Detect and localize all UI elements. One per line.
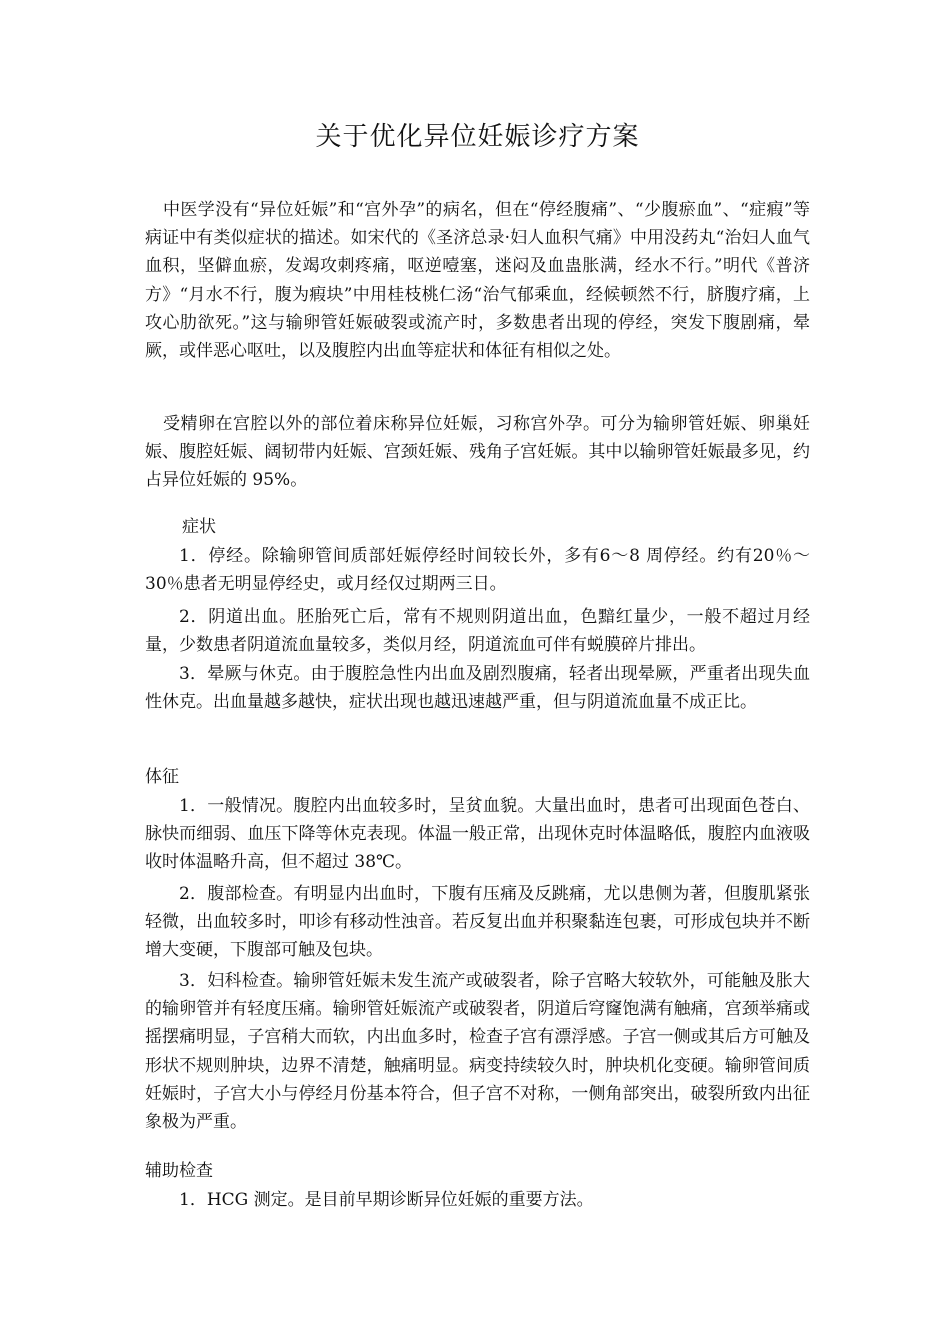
intro-paragraph-2: 受精卵在宫腔以外的部位着床称异位妊娠，习称宫外孕。可分为输卵管妊娠、卵巢妊娠、腹腔妊娠、阔韧带内妊娠、宫颈妊娠、残角子宫妊娠。其中以输卵管妊娠最多见，约占异位妊娠的 95%。 bbox=[145, 414, 810, 491]
sign-item-1: 1．一般情况。腹腔内出血较多时，呈贫血貌。大量出血时，患者可出现面色苍白、脉快而细弱、血压下降等休克表现。体温一般正常，出现休克时体温略低，腹腔内血液吸收时体温略升高，但不超过 38℃。 bbox=[145, 796, 810, 873]
sign-item-2: 2．腹部检查。有明显内出血时，下腹有压痛及反跳痛，尤以患侧为著，但腹肌紧张轻微，出血较多时，叩诊有移动性浊音。若反复出血并积聚黏连包裹，可形成包块并不断增大变硬，下腹部可触及包块。 bbox=[145, 884, 810, 961]
signs-heading: 体征 bbox=[145, 767, 179, 787]
auxiliary-heading: 辅助检查 bbox=[145, 1161, 213, 1181]
auxiliary-item-1: 1．HCG 测定。是目前早期诊断异位妊娠的重要方法。 bbox=[179, 1190, 594, 1210]
intro-paragraph-1: 中医学没有“异位妊娠”和“宫外孕”的病名，但在“停经腹痛”、“少腹瘀血”、“症瘕”等病证中有类似症状的描述。如宋代的《圣济总录·妇人血积气痛》中用没药丸“治妇人血气血积，坚僻血瘀，发竭攻刺疼痛，呕逆噎塞，迷闷及血蛊胀满，经水不行。”明代《普济方》“月水不行，腹为瘕块”中用桂枝桃仁汤“治气郁乘血，经候顿然不行，脐腹疗痛，上攻心肋欲死。”这与输卵管妊娠破裂或流产时，多数患者出现的停经，突发下腹剧痛，晕厥，或伴恶心呕吐，以及腹腔内出血等症状和体征有相似之处。 bbox=[145, 200, 810, 362]
symptom-item-2: 2．阴道出血。胚胎死亡后，常有不规则阴道出血，色黯红量少，一般不超过月经量，少数患者阴道流血量较多，类似月经，阴道流血可伴有蜕膜碎片排出。 bbox=[145, 607, 810, 656]
symptoms-heading: 症状 bbox=[182, 517, 216, 537]
sign-item-3: 3．妇科检查。输卵管妊娠未发生流产或破裂者，除子宫略大较软外，可能触及胀大的输卵管并有轻度压痛。输卵管妊娠流产或破裂者，阴道后穹窿饱满有触痛，宫颈举痛或摇摆痛明显，子宫稍大而软，内出血多时，检查子宫有漂浮感。子宫一侧或其后方可触及形状不规则肿块，边界不清楚，触痛明显。病变持续较久时，肿块机化变硬。输卵管间质妊娠时，子宫大小与停经月份基本符合，但子宫不对称，一侧角部突出，破裂所致内出征象极为严重。 bbox=[145, 971, 810, 1133]
symptom-item-3: 3．晕厥与休克。由于腹腔急性内出血及剧烈腹痛，轻者出现晕厥，严重者出现失血性休克。出血量越多越快，症状出现也越迅速越严重，但与阴道流血量不成正比。 bbox=[145, 664, 810, 713]
document-title: 关于优化异位妊娠诊疗方案 bbox=[315, 122, 640, 152]
symptom-item-1: 1．停经。除输卵管间质部妊娠停经时间较长外，多有6～8 周停经。约有20％～30％患者无明显停经史，或月经仅过期两三日。 bbox=[145, 546, 810, 595]
